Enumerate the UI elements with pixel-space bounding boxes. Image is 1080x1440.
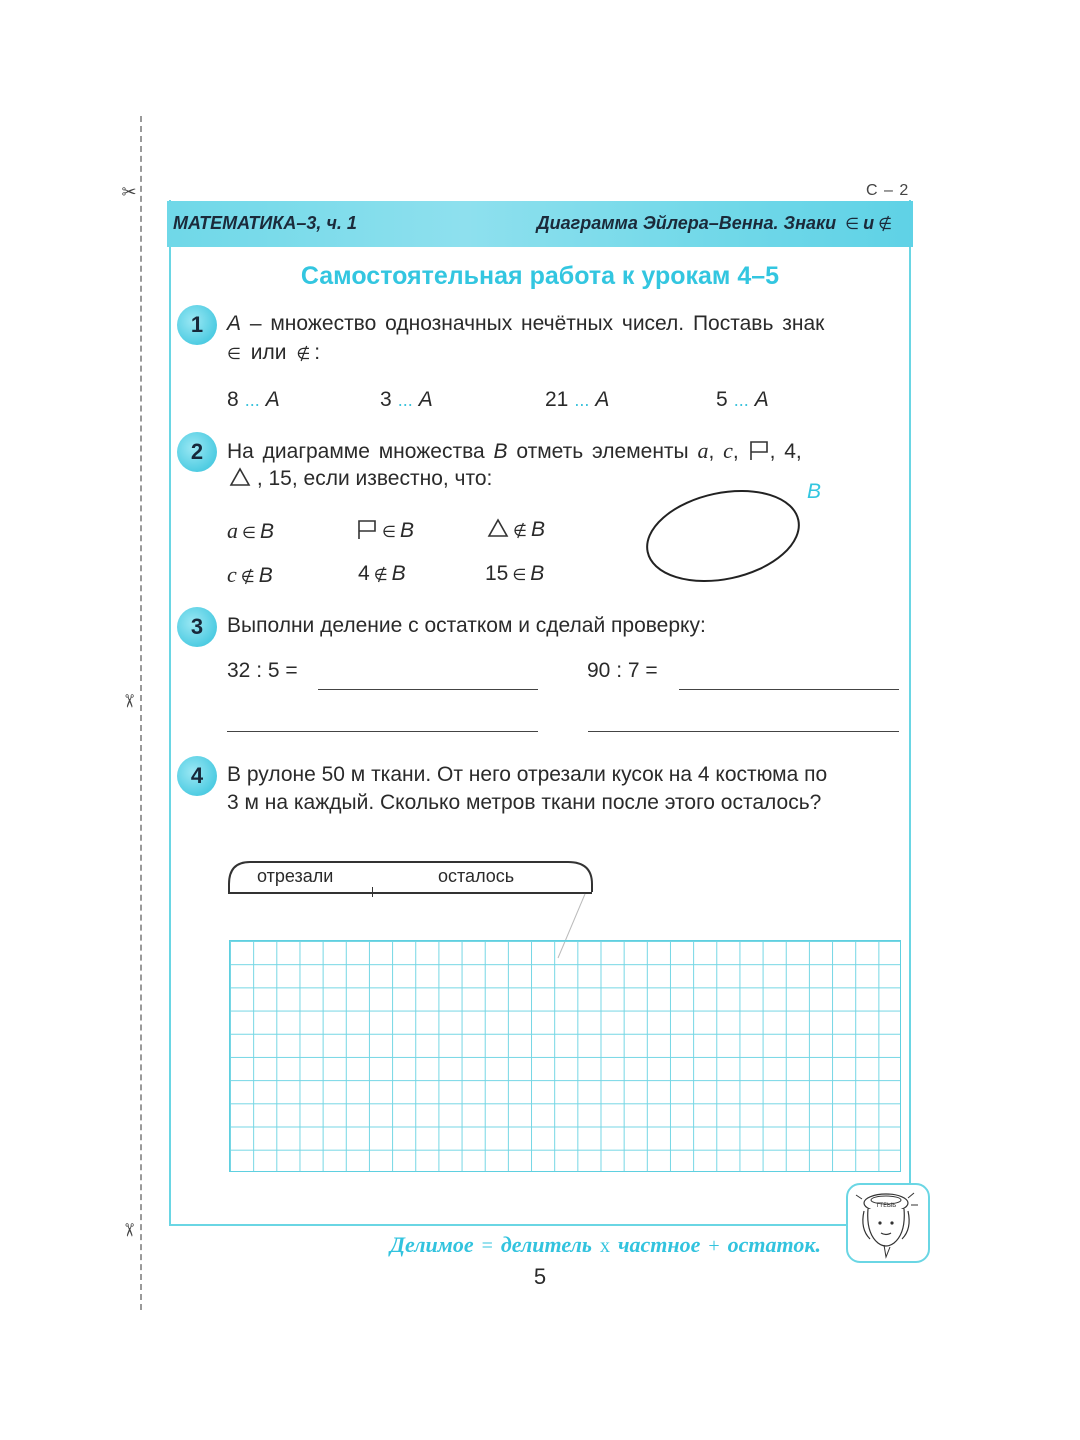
item-value: 8 (227, 388, 239, 411)
task1-or: или (244, 341, 293, 364)
not-element-of-symbol: ∉ (513, 523, 527, 540)
condition-element: 15 (485, 562, 509, 585)
task1-description: – множество однозначных нечётных чисел. Поставь знак (241, 312, 825, 335)
schema-label-cut: отрезали (257, 866, 334, 886)
division-expression: 90 : 7 = (587, 659, 658, 682)
condition-set: B (399, 519, 414, 542)
rule-remainder: остаток. (727, 1232, 821, 1257)
answer-line[interactable] (679, 689, 899, 690)
task1-colon: : (314, 341, 321, 364)
not-element-of-symbol: ∉ (296, 346, 311, 363)
condition-set: B (530, 562, 545, 585)
element-4: 4, (784, 440, 802, 463)
item-value: 5 (716, 388, 728, 411)
task-number-badge: 1 (177, 305, 217, 345)
book-title: МАТЕМАТИКА–3, ч. 1 (173, 213, 357, 233)
task1-item[interactable] (227, 388, 280, 412)
condition (227, 518, 274, 544)
task4-text-line2: 3 м на каждый. Сколько метров ткани после этого осталось? (227, 791, 822, 814)
schema-divider (372, 887, 373, 897)
condition-element: c (227, 562, 237, 587)
condition-set: B (259, 520, 274, 543)
element-of-symbol: ∈ (242, 525, 256, 542)
squared-answer-area[interactable] (229, 940, 901, 1172)
topic-text: Диаграмма Эйлера–Венна. Знаки (536, 213, 837, 233)
task2-text-line1 (227, 438, 802, 464)
task1-item[interactable] (716, 388, 769, 412)
condition (227, 562, 273, 588)
set-b-label: B (493, 440, 508, 463)
condition-set: B (391, 562, 406, 585)
rule-dividend: Делимое (390, 1232, 474, 1257)
task-number-badge: 4 (177, 756, 217, 796)
comma: , (769, 440, 785, 463)
element-of-symbol: ∈ (845, 216, 860, 233)
item-set: А (595, 388, 610, 411)
item-value: 21 (545, 388, 569, 411)
not-element-of-symbol: ∉ (240, 569, 255, 586)
task4-text-line1: В рулоне 50 м ткани. От него отрезали кусок на 4 костюма по (227, 763, 828, 786)
rule-divisor: делитель (500, 1232, 592, 1257)
set-b-ellipse[interactable] (640, 485, 807, 590)
triangle-icon (229, 467, 251, 487)
rule-times: x (599, 1235, 610, 1257)
venn-diagram[interactable] (640, 485, 810, 590)
condition (356, 518, 414, 543)
cut-line (140, 116, 142, 1310)
task3-text: Выполни деление с остатком и сделай проверку: (227, 614, 706, 637)
answer-blank[interactable]: ... (397, 390, 413, 410)
schema-segment (228, 892, 592, 894)
division-expression: 32 : 5 = (227, 659, 298, 682)
task2-text: На диаграмме множества (227, 440, 494, 463)
not-element-of-symbol: ∉ (373, 567, 388, 584)
topic-conj: и (863, 213, 875, 233)
task1-item[interactable] (545, 388, 609, 412)
item-set: А (265, 388, 280, 411)
answer-blank[interactable]: ... (733, 390, 749, 410)
mascot-frame (846, 1183, 930, 1263)
mascot-icon (848, 1185, 928, 1261)
task-number-badge: 3 (177, 607, 217, 647)
task1-item[interactable] (380, 388, 433, 412)
condition-set: B (530, 518, 545, 541)
answer-line[interactable] (318, 689, 538, 690)
not-element-of-symbol: ∉ (878, 216, 892, 233)
page-title: Самостоятельная работа к урокам 4–5 (300, 262, 780, 290)
condition-set: B (258, 564, 273, 587)
answer-blank[interactable]: ... (244, 390, 260, 410)
answer-blank[interactable]: ... (574, 390, 590, 410)
condition (487, 518, 545, 542)
item-set: А (754, 388, 769, 411)
task2-text-line2 (229, 467, 492, 491)
division-rule (390, 1232, 821, 1258)
page-number: 5 (533, 1264, 547, 1289)
task-number-badge: 2 (177, 432, 217, 472)
task2-text: , 15, если известно, что: (251, 467, 493, 490)
element-a: a (697, 438, 709, 463)
condition (358, 562, 406, 586)
condition-element: a (227, 518, 238, 543)
rule-quotient: частное (617, 1232, 701, 1257)
scissors-icon: ✂ (121, 182, 137, 202)
rule-equals: = (481, 1235, 493, 1257)
set-a-label: А (227, 312, 242, 335)
condition-element: 4 (358, 562, 370, 585)
venn-set-label: B (807, 480, 822, 503)
task2-text: отметь элементы (507, 440, 698, 463)
rule-plus: + (708, 1235, 720, 1257)
element-of-symbol: ∈ (512, 567, 527, 584)
task1-text-line1 (227, 312, 824, 336)
comma: , (708, 440, 724, 463)
task1-text-line2 (227, 341, 320, 365)
work-code: С – 2 (866, 182, 910, 199)
element-of-symbol: ∈ (382, 524, 396, 541)
condition (485, 562, 544, 586)
element-of-symbol: ∈ (227, 346, 241, 363)
comma: , (732, 440, 748, 463)
page-margin (0, 0, 97, 1440)
flag-icon (748, 439, 770, 461)
scissors-icon: ✂ (119, 1222, 139, 1238)
flag-icon (356, 518, 378, 540)
triangle-icon (487, 518, 509, 538)
check-line[interactable] (588, 731, 899, 732)
item-set: А (418, 388, 433, 411)
check-line[interactable] (227, 731, 538, 732)
scissors-icon: ✂ (119, 693, 139, 709)
item-value: 3 (380, 388, 392, 411)
schema-label-left: осталось (438, 866, 515, 886)
topic-title (537, 213, 896, 234)
element-c: c (723, 438, 733, 463)
mascot-cap-text: ТТЕЫЬ (875, 1202, 897, 1209)
